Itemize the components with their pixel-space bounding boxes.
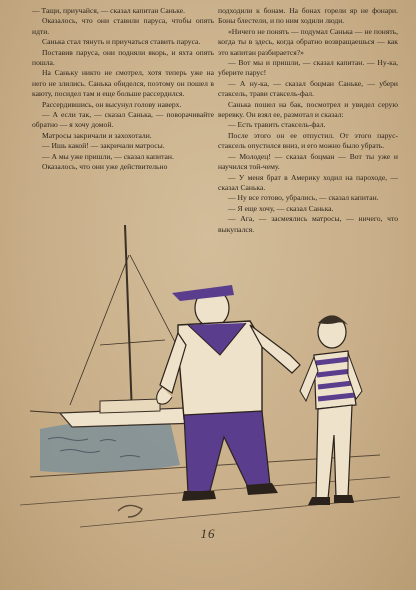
- paragraph: — Ну все готово, убрались, — сказал капитан.: [228, 193, 379, 203]
- left-text-column: [32, 6, 214, 173]
- page-number: 16: [200, 526, 216, 541]
- paragraph: — Ишь какой! — закричали матросы.: [42, 141, 165, 151]
- paragraph: Санька пошел на бак, посмотрел и увидел серую веревку. Он взял ее, размотал и сказал:: [218, 99, 398, 120]
- paragraph: — Я еще хочу, — сказал Санька.: [228, 203, 334, 213]
- paragraph: — У меня брат в Америку ходил на пароходе, — сказал Санька.: [218, 172, 398, 192]
- paragraph: Оказалось, что они ставили паруса, чтобы опять идти.: [32, 16, 214, 36]
- paragraph: Рассердившись, он высунул голову наверх.: [42, 99, 182, 109]
- paragraph: — Тащи, приучайся, — сказал капитан Саньке.: [32, 6, 186, 15]
- right-text-column: [218, 6, 398, 235]
- boy-figure: [300, 315, 362, 505]
- paragraph: — А если так, — сказал Санька, — поворачивайте обратно — я хочу домой.: [32, 110, 214, 130]
- paragraph: Оказалось, что они уже действительно: [42, 162, 168, 172]
- paragraph: На Саньку никто не смотрел, хотя теперь уже на него не злились. Санька обиделся, поэтому он пошел в каюту, посидел там и еще больше рассердился.: [32, 68, 214, 99]
- paragraph: — Молодец! — сказал боцман — Вот ты уже и научился той-чему.: [218, 151, 398, 172]
- paragraph: «Ничего не понять — подумал Санька — не понять, когда ты в здесь, когда обратно возвращаешься — как это капитан разбирается?»: [218, 26, 398, 57]
- paragraph: подходили к бонам. На бонах горели яр не фонари. Боны блестели, и по ним ходили люди.: [218, 6, 398, 26]
- paragraph: — Ага, — засмеялись матросы, — ничего, что выкупался.: [218, 214, 398, 234]
- paragraph: — Вот мы и пришли, — сказал капитан. — Ну-ка, уберите парус!: [218, 58, 398, 78]
- paragraph: Санька стал тянуть и приучаться ставить паруса.: [42, 37, 201, 47]
- sailor-figure: [157, 285, 300, 501]
- paragraph: — Есть травить стаксель-фал.: [228, 120, 326, 130]
- paragraph: После этого он ее отпустил. От этого парус-стаксель опустился вниз, и его можно было убрать.: [218, 130, 398, 151]
- water: [40, 419, 180, 473]
- paragraph: Поставив паруса, они подняли якорь, и яхта опять пошла.: [32, 47, 214, 68]
- paragraph: Матросы закричали и захохотали.: [42, 130, 152, 140]
- paragraph: — А ну-ка, — сказал боцман Саньке, — убери стаксель, трави стаксель-фал.: [218, 78, 398, 99]
- illustration-sailor-and-boy: [0, 215, 416, 535]
- paragraph: — А мы уже пришли, — сказал капитан.: [42, 151, 174, 161]
